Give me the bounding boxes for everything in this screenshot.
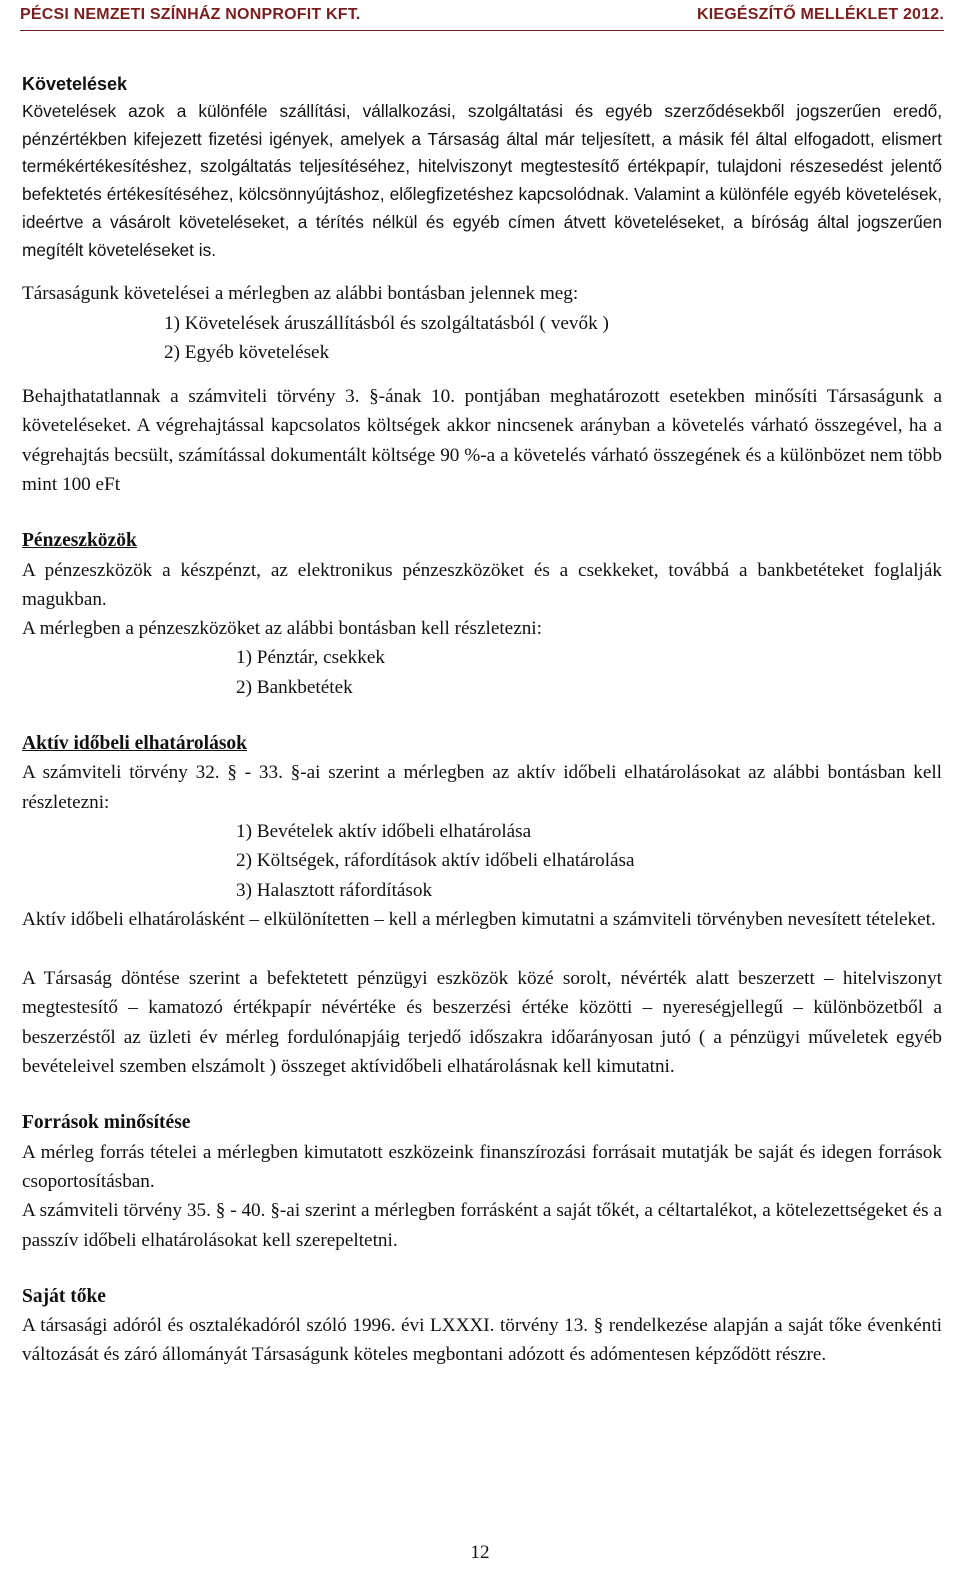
list-item: 1) Követelések áruszállításból és szolgáltatásból ( vevők ) (164, 312, 609, 334)
header-document-title: KIEGÉSZÍTŐ MELLÉKLET 2012. (696, 6, 944, 23)
document-body (22, 70, 942, 1370)
section-title-forrasok-minositese: Források minősítése (22, 1112, 191, 1134)
header-company-name: PÉCSI NEMZETI SZÍNHÁZ NONPROFIT KFT. (20, 6, 361, 23)
section-title-penzeszkozok: Pénzeszközök (22, 530, 137, 552)
page-header (20, 4, 944, 30)
paragraph-aktiv-intro: A számviteli törvény 32. § - 33. §-ai szerint a mérlegben az aktív időbeli elhatárolásokat az alábbi bontásban kell részletezni: (22, 762, 942, 813)
paragraph-forrasok-szamviteli: A számviteli törvény 35. § - 40. §-ai szerint a mérlegben forrásként a saját tőkét, a céltartalékot, a kötelezettségeket és a passzív időbeli elhatárolásokat kell szerepeltetni. (22, 1200, 942, 1251)
section-title-sajat-toke: Saját tőke (22, 1285, 106, 1307)
paragraph-kovetelesek-breakdown-intro: Társaságunk követelései a mérlegben az alábbi bontásban jelennek meg: (22, 283, 579, 305)
section-title-kovetelesek: Követelések (22, 74, 128, 94)
list-item: 1) Pénztár, csekkek (236, 647, 385, 669)
paragraph-sajat-toke: A társasági adóról és osztalékadóról szóló 1996. évi LXXXI. törvény 13. § rendelkezése alapján a saját tőke évenkénti változását és záró állományát Társaságunk köteles megbontani adózott és adómentesen képződött részre. (22, 1315, 942, 1366)
header-rule (20, 30, 944, 31)
paragraph-penzeszkozok-definition: A pénzeszközök a készpénzt, az elektronikus pénzeszközöket és a csekkeket, továbbá a bankbetéteket foglalják magukban. (22, 559, 942, 610)
list-item: 2) Egyéb követelések (164, 341, 330, 363)
paragraph-aktiv-ertekpapir: A Társaság döntése szerint a befektetett pénzügyi eszközök közé sorolt, névérték alatt beszerzett – hitelviszonyt megtestesítő – kamatozó értékpapír névértéke és beszerzési értéke közötti – nyereségjellegű – különbözetből a beszerzéstől az üzleti év mérleg fordulónapjáig terjedő időszakra időarányosan jutó ( a pénzügyi műveletek egyéb bevételeivel szemben elszámolt ) összeget aktívidőbeli elhatárolásnak kell kimutatni. (22, 968, 942, 1078)
list-item: 2) Költségek, ráfordítások aktív időbeli elhatárolása (236, 850, 635, 872)
paragraph-aktiv-elkulonitetten: Aktív időbeli elhatárolásként – elkülönítetten – kell a mérlegben kimutatni a számviteli törvényben nevesített tételeket. (22, 908, 936, 930)
section-title-aktiv-idobeli-elhatarolasok: Aktív időbeli elhatárolások (22, 733, 248, 755)
list-item: 2) Bankbetétek (236, 676, 353, 698)
paragraph-kovetelesek-definition: Követelések azok a különféle szállítási, vállalkozási, szolgáltatási és egyéb szerződésekből jogszerűen eredő, pénzértékben kifejezett fizetési igények, amelyek a Társaság által már teljesített, a másik fél által elfogadott, elismert termékértékesítéshez, szolgáltatás teljesítéséhez, hitelviszonyt megtestesítő értékpapír, tulajdoni részesedést jelentő befektetés értékesítéséhez, kölcsönnyújtáshoz, előlegfizetéshez kapcsolódnak. Valamint a különféle egyéb követelések, ideértve a vásárolt követeléseket, a térítés nélkül és egyéb címen átvett követeléseket, a bíróság által jogszerűen megítélt követeléseket is. (22, 101, 942, 260)
list-item: 1) Bevételek aktív időbeli elhatárolása (236, 820, 532, 842)
paragraph-behajthatatlan: Behajthatatlannak a számviteli törvény 3. §-ának 10. pontjában meghatározott esetekben minősíti Társaságunk a követeléseket. A végrehajtással kapcsolatos költségek akkor nincsenek arányban a követelés várható összegével, ha a végrehajtás becsült, számítással dokumentált költsége 90 %-a a követelés várható összegének és a különbözet nem több mint 100 eFt (22, 386, 942, 495)
page-number: 12 (470, 1542, 490, 1563)
paragraph-forrasok-definition: A mérleg forrás tételei a mérlegben kimutatott eszközeink finanszírozási forrásait mutatják be saját és idegen források csoportosításban. (22, 1141, 942, 1192)
list-item: 3) Halasztott ráfordítások (236, 879, 433, 901)
paragraph-penzeszkozok-breakdown-intro: A mérlegben a pénzeszközöket az alábbi bontásban kell részletezni: (22, 618, 542, 640)
